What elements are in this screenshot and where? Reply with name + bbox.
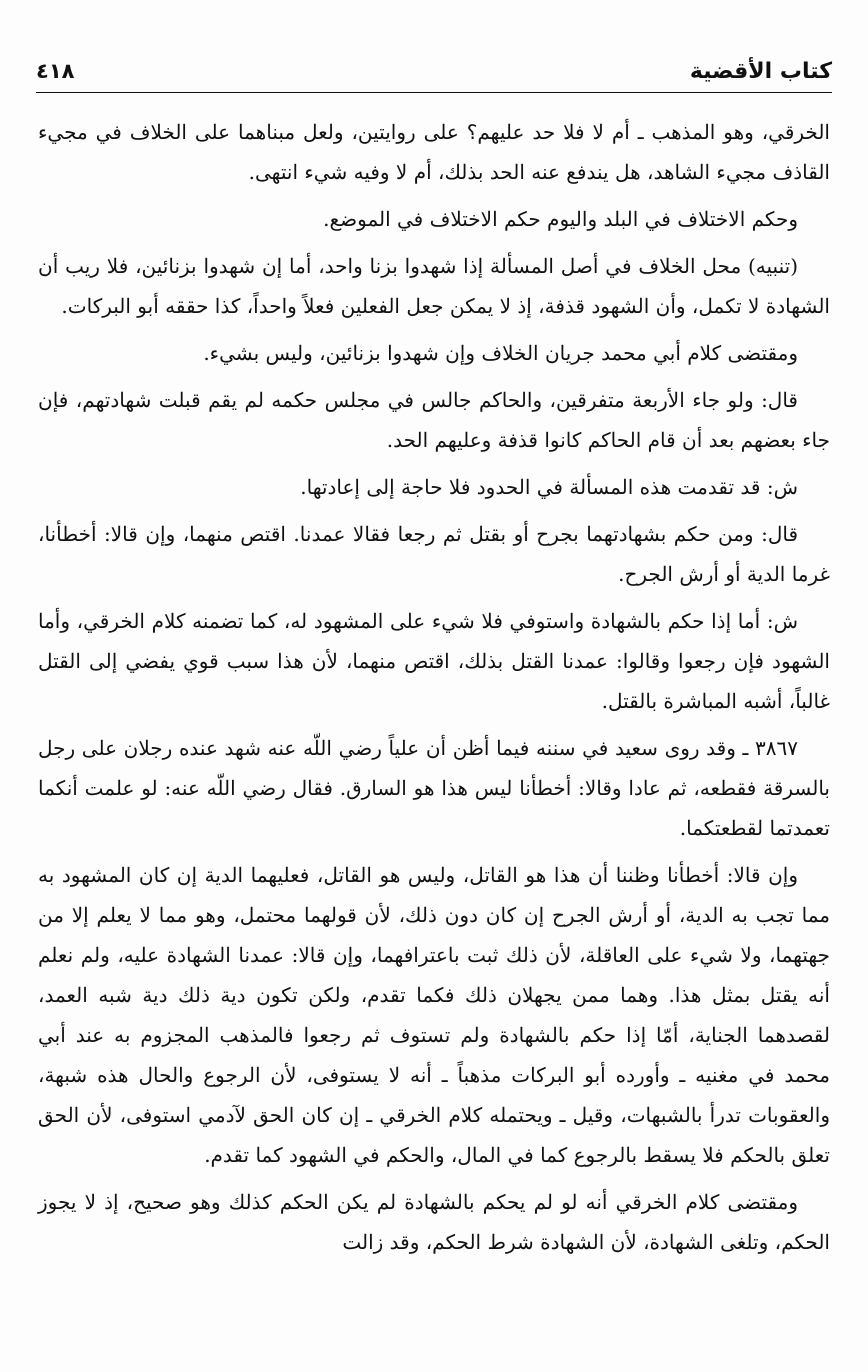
- paragraph: قال: ومن حكم بشهادتهما بجرح أو بقتل ثم رجعا فقالا عمدنا. اقتص منهما، وإن قالا: أخطأنا، غرما الدية أو أرش الجرح.: [38, 522, 830, 586]
- book-title: كتاب الأقضية: [689, 58, 832, 84]
- paragraph: الخرقي، وهو المذهب ـ أم لا فلا حد عليهم؟ على روايتين، ولعل مبناهما على الخلاف في مجيء القاذف مجيء الشاهد، هل يندفع عنه الحد بذلك، أم لا وفيه شيء انتهى.: [38, 120, 830, 184]
- paragraph: ومقتضى كلام الخرقي أنه لو لم يحكم بالشهادة لم يكن الحكم كذلك وهو صحيح، إذ لا يجوز الحكم، وتلغى الشهادة، لأن الشهادة شرط الحكم، وقد زالت: [38, 1190, 830, 1254]
- paragraph: قال: ولو جاء الأربعة متفرقين، والحاكم جالس في مجلس حكمه لم يقم قبلت شهادتهم، فإن جاء بعضهم بعد أن قام الحاكم كانوا قذفة وعليهم الحد.: [38, 388, 830, 452]
- paragraph: ش: أما إذا حكم بالشهادة واستوفي فلا شيء على المشهود له، كما تضمنه كلام الخرقي، وأما الشهود فإن رجعوا وقالوا: عمدنا القتل بذلك، اقتص منهما، لأن هذا سبب قوي يفضي إلى القتل غالباً، أشبه المباشرة بالقتل.: [38, 609, 830, 713]
- paragraph: ٣٨٦٧ ـ وقد روى سعيد في سننه فيما أظن أن علياً رضي اللّه عنه شهد عنده رجلان على رجل بالسرقة فقطعه، ثم عادا وقالا: أخطأنا ليس هذا هو السارق. فقال رضي اللّه عنه: لو علمت أنكما تعمدتما لقطعتكما.: [38, 736, 830, 840]
- paragraph: (تنبيه) محل الخلاف في أصل المسألة إذا شهدوا بزنا واحد، أما إن شهدوا بزنائين، فلا ريب أن الشهادة لا تكمل، وأن الشهود قذفة، إذ لا يمكن جعل الفعلين فعلاً واحداً، كذا حققه أبو البركات.: [38, 254, 830, 318]
- page-body: [38, 112, 830, 1269]
- header-rule: [36, 92, 832, 93]
- paragraph: وإن قالا: أخطأنا وظننا أن هذا هو القاتل، وليس هو القاتل، فعليهما الدية إن كان المشهود به مما تجب به الدية، أو أرش الجرح إن كان دون ذلك، لأن قولهما محتمل، وهو مما لا يعلم إلا من جهتهما، ولا شيء على العاقلة، لأن ذلك ثبت باعترافهما، وإن قالا: عمدنا الشهادة عليه، ولم نعلم أنه يقتل بمثل هذا. وهما ممن يجهلان ذلك فكما تقدم، ولكن تكون دية ذلك دية شبه العمد، لقصدهما الجناية، أمّا إذا حكم بالشهادة ولم تستوف ثم رجعوا فالمذهب المجزوم به عند أبي محمد في مغنيه ـ وأورده أبو البركات مذهباً ـ أنه لا يستوفى، لأن الرجوع والحال هذه شبهة، والعقوبات تدرأ بالشبهات، وقيل ـ ويحتمله كلام الخرقي ـ إن كان الحق لآدمي استوفى، لأن الحق تعلق بالحكم فلا يسقط بالرجوع كما في المال، والحكم في الشهود كما تقدم.: [38, 863, 830, 1167]
- running-header: [36, 52, 832, 90]
- paragraph: ومقتضى كلام أبي محمد جريان الخلاف وإن شهدوا بزنائين، وليس بشيء.: [203, 341, 798, 365]
- page-number: ٤١٨: [36, 59, 75, 83]
- paragraph: وحكم الاختلاف في البلد واليوم حكم الاختلاف في الموضع.: [323, 207, 798, 231]
- paragraph: ش: قد تقدمت هذه المسألة في الحدود فلا حاجة إلى إعادتها.: [300, 475, 798, 499]
